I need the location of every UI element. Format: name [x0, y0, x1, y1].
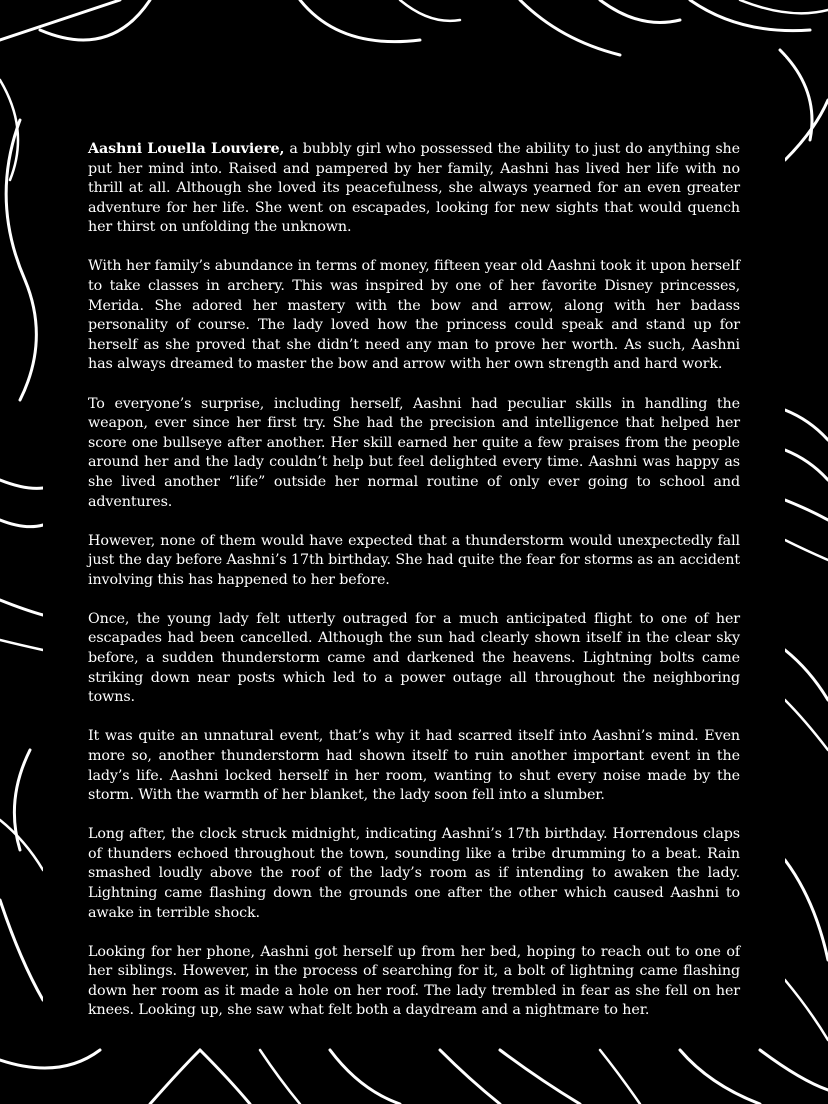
paragraph-5: Once, the young lady felt utterly outraged for a much anticipated flight to one of her escapades had been cancelled. Although the sun had clearly shown itself in the clear sky before, a sudden thunderstorm came and darkened the heavens. Lightning bolts came striking down near posts which led to a power outage all throughout the neighboring towns. — [88, 610, 740, 706]
paragraph-7: Long after, the clock struck midnight, indicating Aashni’s 17th birthday. Horrendous claps of thunders echoed throughout the town, sounding like a tribe drumming to a beat. Rain smashed loudly above the roof of the lady’s room as if intending to awaken the lady. Lightning came flashing down the grounds one after the other which caused Aashni to awake in terrible shock. — [88, 826, 740, 921]
paragraph-8: Looking for her phone, Aashni got herself up from her bed, hoping to reach out to one of her siblings. However, in the process of searching for it, a bolt of lightning came flashing down her room as it made a hole on her roof. The lady trembled in fear as she fell on her knees. Looking up, she saw what felt both a daydream and a nightmare to her. — [88, 943, 740, 1019]
paragraph-1-text: a bubbly girl who possessed the ability to just do anything she put her mind into. Raised and pampered by her family, Aashni has lived her life with no thrill at all. Although she loved its peacefulness, she always yearned for an even greater adventure for her life. She went on escapades, looking for new sights that would quench her thirst on unfolding the unknown. — [88, 141, 740, 236]
paragraph-3: To everyone’s surprise, including herself, Aashni had peculiar skills in handling the weapon, ever since her first try. She had the precision and intelligence that helped her score one bullseye after another. Her skill earned her quite a few praises from the people around her and the lady couldn’t help but feel delighted every time. Aashni was happy as she lived another “life” outside her normal routine of only ever going to school and adventures. — [88, 395, 740, 510]
character-name: Aashni Louella Louviere, — [88, 141, 285, 157]
paragraph-1 — [88, 140, 740, 238]
paragraph-2: With her family’s abundance in terms of money, fifteen year old Aashni took it upon herself to take classes in archery. This was inspired by one of her favorite Disney princesses, Merida. She adored her mastery with the bow and arrow, along with her badass personality of course. The lady loved how the princess could speak and stand up for herself as she proved that she didn’t need any man to prove her worth. As such, Aashni has always dreamed to master the bow and arrow with her own strength and hard work. — [88, 258, 740, 373]
story-body — [88, 140, 740, 1041]
paragraph-6: It was quite an unnatural event, that’s why it had scarred itself into Aashni’s mind. Even more so, another thunderstorm had shown itself to ruin another important event in the lady’s life. Aashni locked herself in her room, wanting to shut every noise made by the storm. With the warmth of her blanket, the lady soon fell into a slumber. — [88, 728, 740, 804]
paragraph-4: However, none of them would have expected that a thunderstorm would unexpectedly fall just the day before Aashni’s 17th birthday. She had quite the fear for storms as an accident involving this has happened to her before. — [88, 532, 740, 588]
